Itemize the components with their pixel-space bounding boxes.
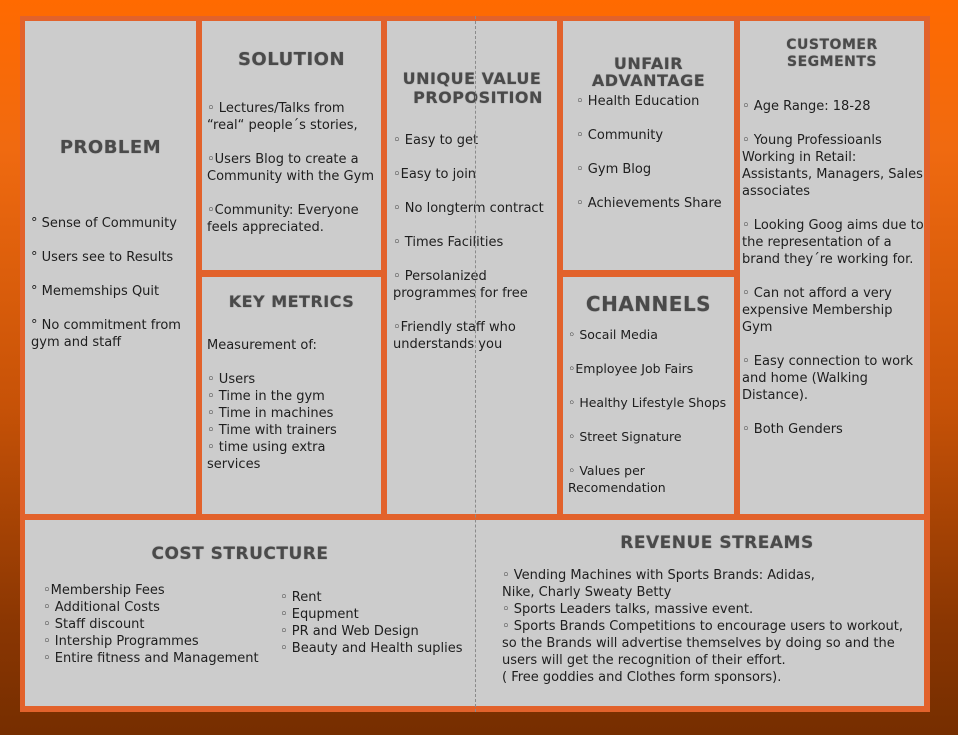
- unfair-advantage-item: ◦ Health Education: [576, 94, 700, 109]
- key-metrics-list: [207, 371, 381, 473]
- customer-segments-block: [740, 21, 924, 514]
- uvp-item: ◦ Persolanized programmes for free: [393, 269, 528, 301]
- problem-list: [31, 215, 193, 351]
- cost-item: ◦Membership Fees: [43, 583, 165, 598]
- cost-item: ◦ Intership Programmes: [43, 634, 199, 649]
- customer-segments-title: CUSTOMER SEGMENTS: [786, 37, 878, 70]
- cost-item: ◦ Beauty and Health suplies: [280, 641, 463, 656]
- key-metrics-item: ◦ Time in the gym: [207, 389, 325, 404]
- uvp-item: ◦Friendly staff who understands you: [393, 320, 516, 352]
- customer-segments-item: ◦ Young Professioanls Working in Retail: Assistants, Managers, Sales associates: [742, 133, 923, 199]
- revenue-line: ( Free goddies and Clothes form sponsors).: [502, 670, 782, 685]
- channels-item: ◦ Values per Recomendation: [568, 463, 666, 495]
- key-metrics-intro: Measurement of:: [207, 338, 317, 353]
- key-metrics-item: ◦ time using extra services: [207, 440, 326, 472]
- revenue-streams-title: REVENUE STREAMS: [620, 533, 814, 553]
- solution-item: ◦ Lectures/Talks from “real“ people´s stories,: [207, 101, 358, 133]
- unfair-advantage-title: UNFAIR ADVANTAGE: [591, 54, 706, 90]
- cost-item: ◦ Entire fitness and Management: [43, 651, 259, 666]
- uvp-title-line1: UNIQUE VALUE: [402, 69, 542, 88]
- channels-list: [568, 326, 734, 496]
- uvp-item: ◦ Times Facilities: [393, 235, 504, 250]
- customer-segments-item: ◦ Looking Goog aims due to the representation of a brand they´re working for.: [742, 218, 924, 267]
- cost-item: ◦ Staff discount: [43, 617, 145, 632]
- solution-list: [207, 100, 379, 236]
- unfair-advantage-item: ◦ Community: [576, 128, 664, 143]
- channels-title: CHANNELS: [585, 292, 712, 316]
- uvp-title: [387, 69, 557, 107]
- uvp-item: ◦ Easy to get: [393, 133, 479, 148]
- solution-item: ◦Community: Everyone feels appreciated.: [207, 203, 359, 235]
- cost-item: ◦ PR and Web Design: [280, 624, 419, 639]
- uvp-title-line2: PROPOSITION: [413, 88, 543, 107]
- solution-item: ◦Users Blog to create a Community with the Gym: [207, 152, 374, 184]
- unfair-advantage-list: [576, 93, 732, 212]
- uvp-item: ◦Easy to join: [393, 167, 477, 182]
- unique-value-proposition-block: [387, 21, 557, 514]
- revenue-line: users will get the recognition of their effort.: [502, 653, 786, 668]
- problem-block: [25, 21, 196, 514]
- problem-title: PROBLEM: [59, 137, 162, 158]
- customer-segments-item: ◦ Both Genders: [742, 422, 843, 437]
- lean-canvas: [20, 16, 930, 712]
- key-metrics-item: ◦ Time with trainers: [207, 423, 337, 438]
- customer-segments-item: ◦ Easy connection to work and home (Walking Distance).: [742, 354, 913, 403]
- cost-structure-left-list: [43, 582, 283, 667]
- channels-item: ◦ Socail Media: [568, 327, 658, 342]
- key-metrics-item: ◦ Users: [207, 372, 256, 387]
- channels-item: ◦ Street Signature: [568, 429, 682, 444]
- revenue-line: so the Brands will advertise themselves by doing so and the: [502, 636, 895, 651]
- customer-segments-item: ◦ Age Range: 18-28: [742, 99, 871, 114]
- revenue-line: ◦ Sports Leaders talks, massive event.: [502, 602, 754, 617]
- cost-structure-title: COST STRUCTURE: [151, 544, 329, 564]
- unfair-advantage-block: [563, 21, 734, 270]
- uvp-item: ◦ No longterm contract: [393, 201, 544, 216]
- cost-structure-block: [25, 520, 477, 706]
- key-metrics-item: ◦ Time in machines: [207, 406, 334, 421]
- cost-item: ◦ Additional Costs: [43, 600, 160, 615]
- uvp-list: [393, 132, 555, 353]
- problem-item: ° Users see to Results: [31, 250, 174, 265]
- problem-item: ° Mememships Quit: [31, 284, 160, 299]
- cost-item: ◦ Rent: [280, 590, 322, 605]
- customer-segments-item: ◦ Can not afford a very expensive Membership Gym: [742, 286, 893, 335]
- key-metrics-block: [202, 277, 381, 514]
- problem-item: ° Sense of Community: [31, 216, 177, 231]
- unfair-advantage-item: ◦ Gym Blog: [576, 162, 652, 177]
- channels-item: ◦ Healthy Lifestyle Shops: [568, 395, 727, 410]
- channels-block: [563, 277, 734, 514]
- revenue-streams-list: [502, 567, 922, 686]
- solution-block: [202, 21, 381, 270]
- problem-item: ° No commitment from gym and staff: [31, 318, 181, 350]
- revenue-line: Nike, Charly Sweaty Betty: [502, 585, 672, 600]
- revenue-streams-block: [477, 520, 924, 706]
- revenue-line: ◦ Vending Machines with Sports Brands: Adidas,: [502, 568, 815, 583]
- unfair-advantage-item: ◦ Achievements Share: [576, 196, 722, 211]
- channels-item: ◦Employee Job Fairs: [568, 361, 694, 376]
- customer-segments-list: [742, 98, 924, 438]
- solution-title: SOLUTION: [237, 49, 346, 70]
- key-metrics-title: KEY METRICS: [228, 292, 355, 311]
- revenue-line: ◦ Sports Brands Competitions to encourage users to workout,: [502, 619, 904, 634]
- cost-item: ◦ Equpment: [280, 607, 359, 622]
- cost-structure-right-list: [280, 589, 470, 657]
